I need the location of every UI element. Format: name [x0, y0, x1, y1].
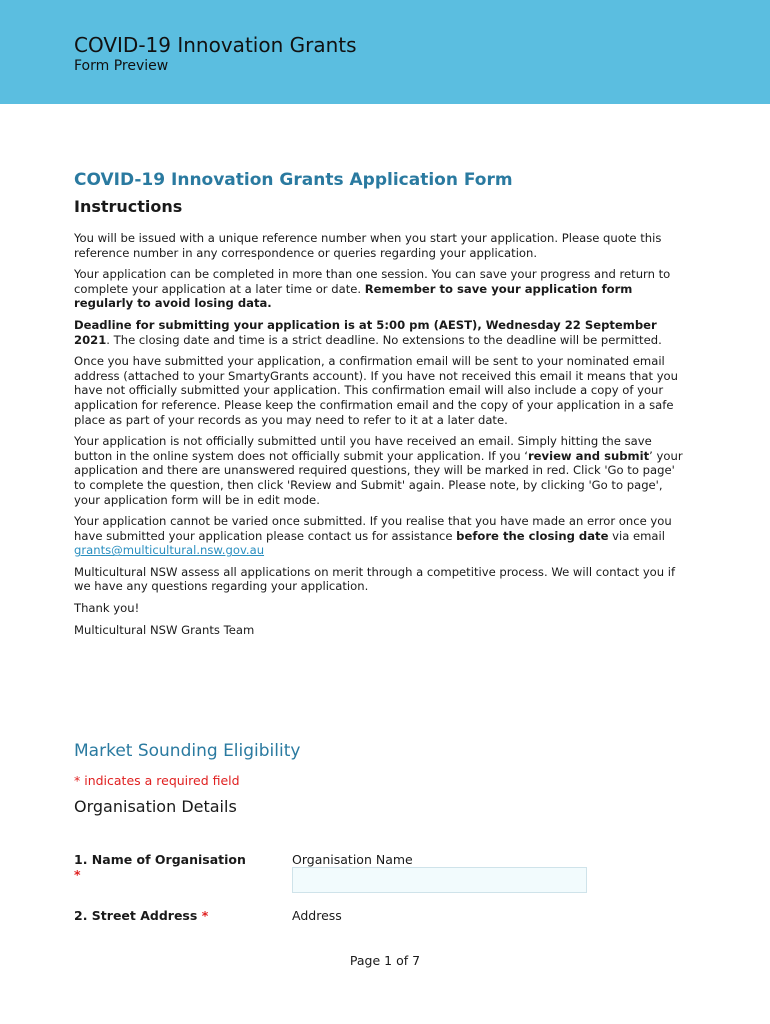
section-title: Market Sounding Eligibility — [74, 741, 301, 761]
organisation-details-heading: Organisation Details — [74, 797, 237, 816]
required-star: * — [201, 908, 209, 923]
header-banner — [0, 0, 770, 104]
thank-you-text: Thank you! — [74, 601, 140, 616]
page-number: Page 1 of 7 — [349, 953, 421, 968]
instruction-paragraph: Your application cannot be varied once submitted. If you realise that you have made an error once you have submitted your application please contact us for assistance before the closing date via email grants@multicultural.nsw.gov.au — [74, 514, 672, 558]
instruction-paragraph: Your application is not officially submitted until you have received an email. Simply hitting the save button in the online system does not officially submit your application. If you ‘review and submit’ your application and there are unanswered required questions, they will be marked in red. Click 'Go to page' to complete the question, then click 'Review and Submit' again. Please note, by clicking 'Go to page', your application form will be in edit mode. — [74, 434, 683, 507]
app-title: COVID-19 Innovation Grants — [74, 33, 357, 57]
instructions-section — [74, 170, 684, 637]
required-field-note: * indicates a required field — [74, 773, 240, 788]
deadline-paragraph: Deadline for submitting your application is at 5:00 pm (AEST), Wednesday 22 September 2021. The closing date and time is a strict deadline. No extensions to the deadline will be permitted. — [74, 317, 662, 347]
organisation-name-input[interactable] — [292, 867, 587, 893]
form-title: COVID-19 Innovation Grants Application Form — [74, 170, 513, 190]
question-1-label: 1. Name of Organisation * — [74, 852, 246, 882]
required-star: * — [74, 867, 81, 882]
address-label: Address — [292, 908, 342, 923]
instruction-paragraph: Your application can be completed in more than one session. You can save your progress and return to complete your application at a later time or date. Remember to save your application form regularly to avoid losing data. — [74, 267, 671, 311]
email-link[interactable]: grants@multicultural.nsw.gov.au — [74, 543, 265, 558]
organisation-name-label: Organisation Name — [292, 852, 413, 867]
question-2-label: 2. Street Address * — [74, 908, 209, 923]
app-subtitle: Form Preview — [74, 58, 169, 74]
instruction-paragraph: You will be issued with a unique reference number when you start your application. Please quote this reference number in any correspondence or queries regarding your application. — [74, 231, 662, 260]
signature-text: Multicultural NSW Grants Team — [74, 622, 255, 637]
instruction-paragraph: Multicultural NSW assess all applications on merit through a competitive process. We will contact you if we have any questions regarding your application. — [74, 564, 676, 594]
instruction-paragraph: Once you have submitted your application, a confirmation email will be sent to your nominated email address (attached to your SmartyGrants account). If you have not received this email it means that you have not officially submitted your application. This confirmation email will also include a copy of your application for reference. Please keep the confirmation email and the copy of your application in a safe place as part of your records as you may need to refer to it at a later date. — [74, 354, 679, 427]
instructions-heading: Instructions — [74, 197, 183, 216]
